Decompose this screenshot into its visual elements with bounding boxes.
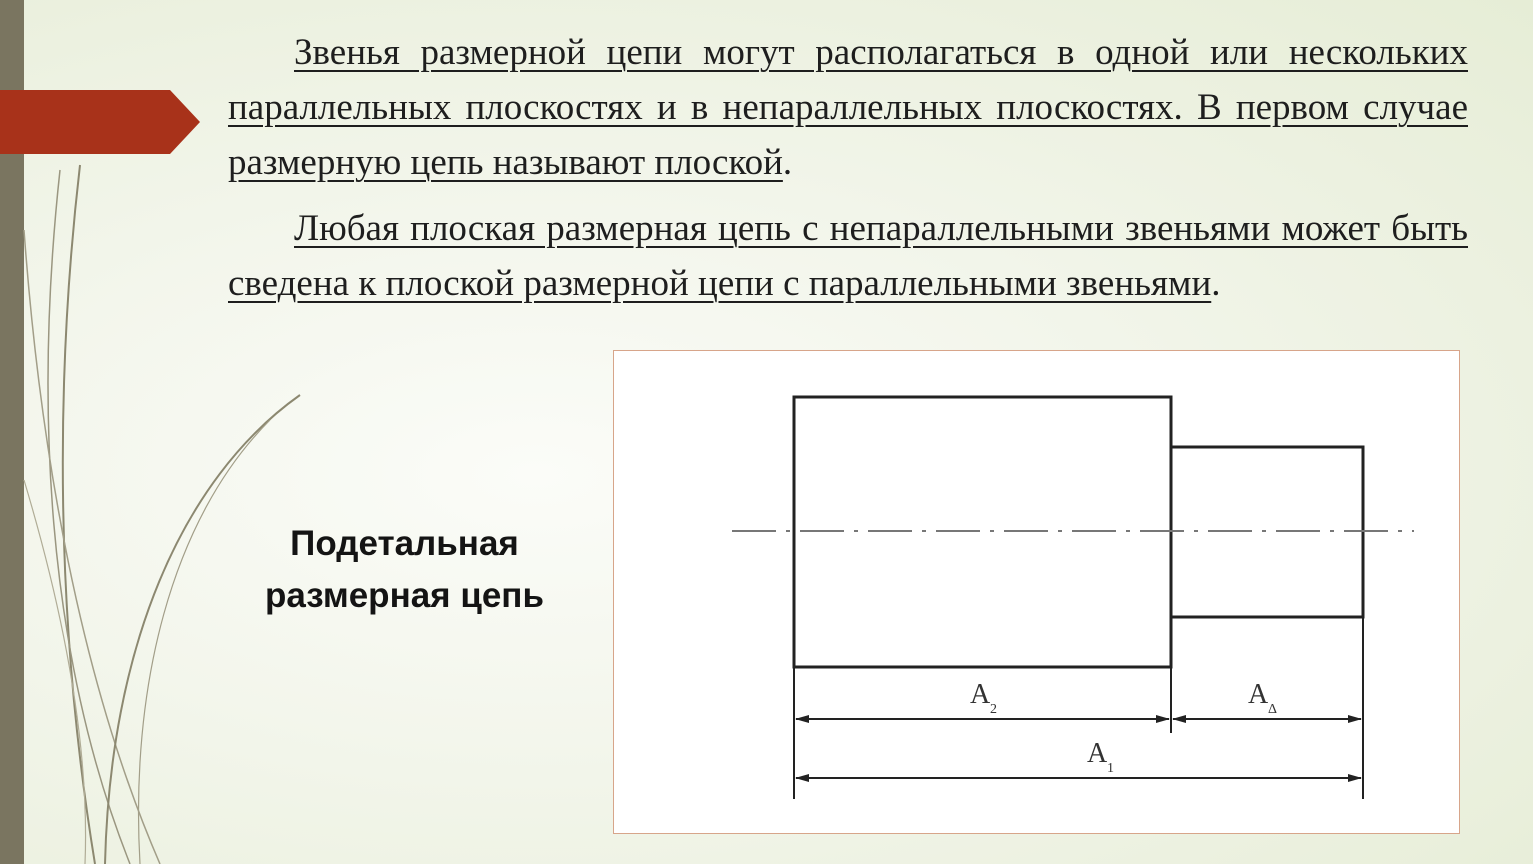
title-arrow-marker (0, 90, 205, 154)
paragraph-2 (228, 201, 1468, 311)
label-a1-sub: 1 (1107, 761, 1114, 776)
paragraph-1-text: Звенья размерной цепи могут располагаться в одной или нескольких параллельных плоскостях и в непараллельных плоскостях. В первом случае размерную цепь называют плоской (228, 32, 1468, 183)
figure-caption: Подетальная размерная цепь (265, 524, 544, 615)
label-adelta: A (1248, 679, 1269, 710)
paragraph-1 (228, 25, 1468, 190)
dimension-chain-figure (613, 350, 1460, 834)
label-a2-sub: 2 (990, 702, 997, 717)
label-adelta-sub: Δ (1268, 702, 1278, 717)
paragraph-1-end: . (782, 142, 793, 183)
shaft-drawing (614, 351, 1461, 835)
label-a2: A (970, 679, 991, 710)
paragraph-2-end: . (1211, 263, 1221, 304)
small-step (1171, 447, 1363, 617)
paragraph-2-text: Любая плоская размерная цепь с непараллельными звеньями может быть сведена к плоской размерной цепи с параллельными звеньями (228, 208, 1468, 304)
label-a1: A (1087, 738, 1108, 769)
